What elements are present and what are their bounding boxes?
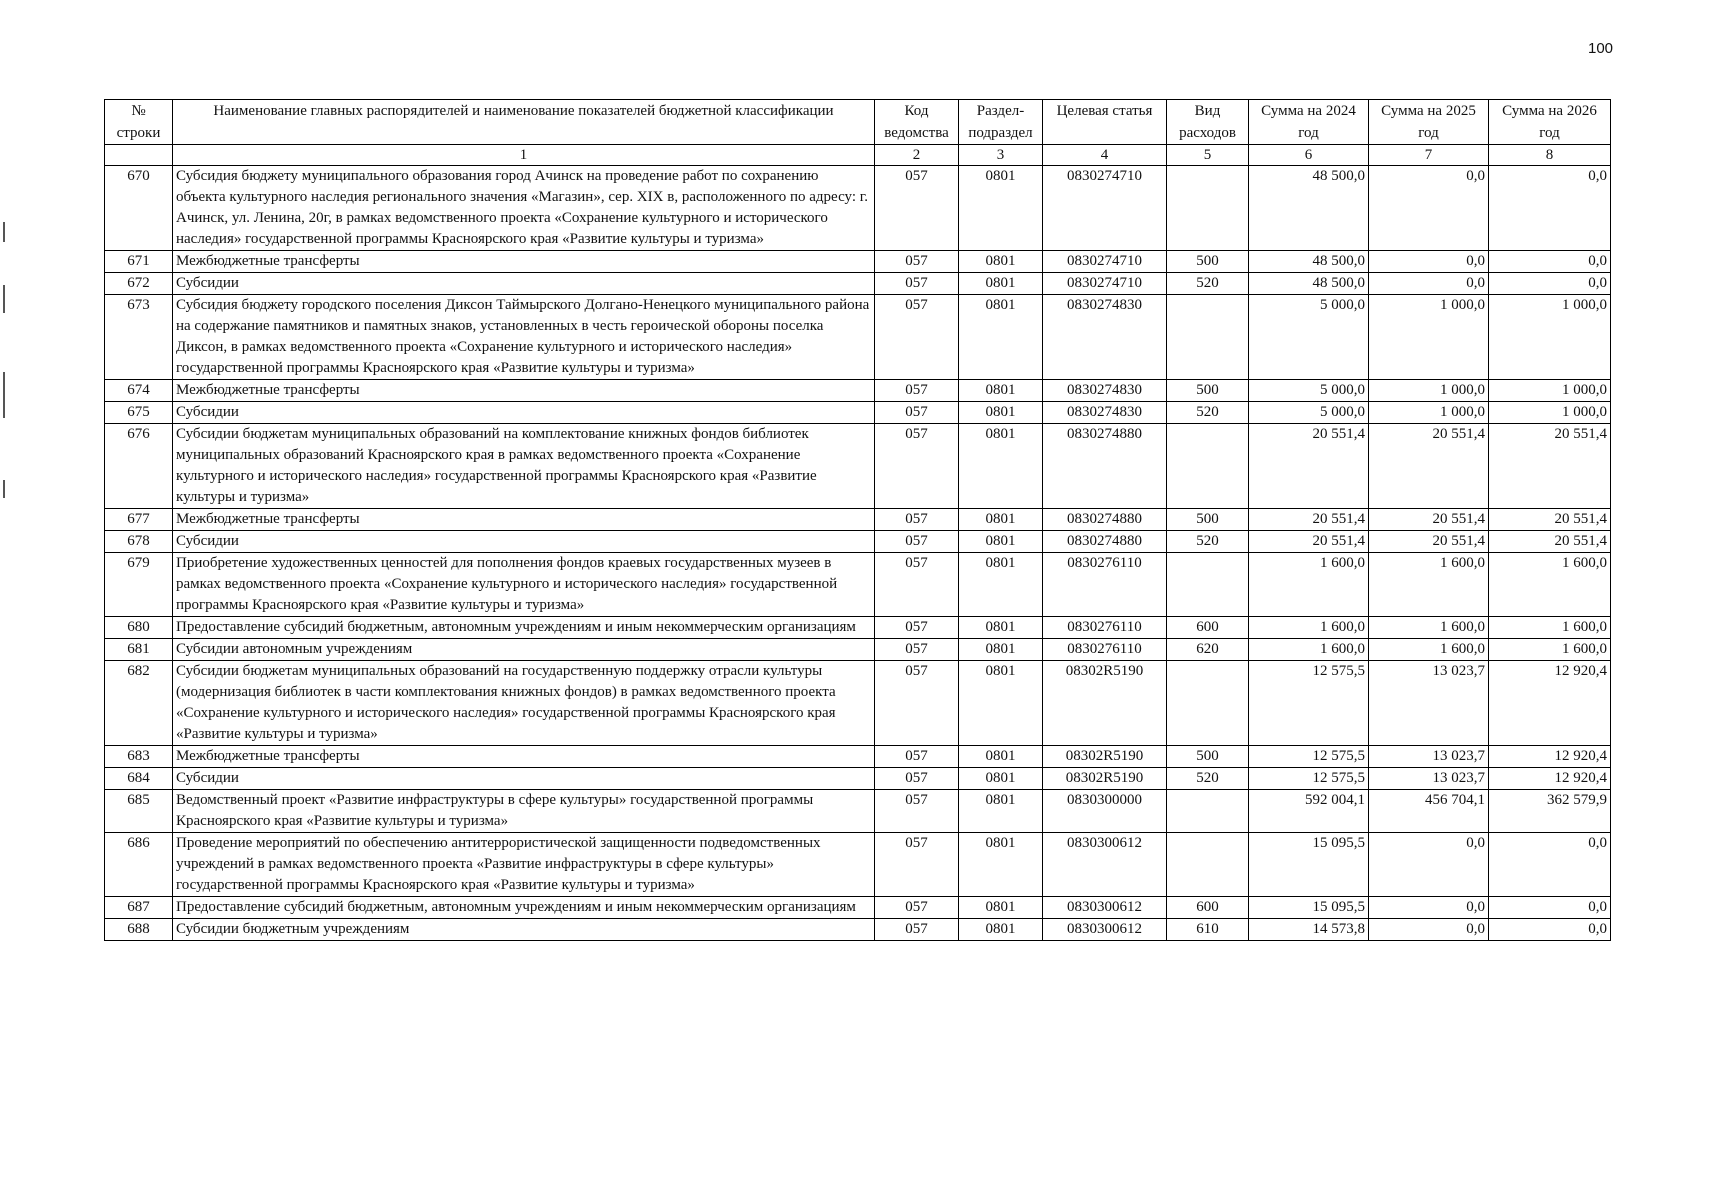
row-expense-type: 600 <box>1167 617 1249 639</box>
table-row <box>105 768 1611 790</box>
row-number: 685 <box>105 790 173 833</box>
row-sum-2025: 0,0 <box>1369 273 1489 295</box>
row-name: Межбюджетные трансферты <box>173 746 875 768</box>
row-target-article: 0830274880 <box>1043 424 1167 509</box>
row-sum-2024: 15 095,5 <box>1249 897 1369 919</box>
scan-margin-mark <box>3 480 5 498</box>
table-row <box>105 790 1611 833</box>
row-sum-2024: 48 500,0 <box>1249 273 1369 295</box>
row-sum-2024: 12 575,5 <box>1249 661 1369 746</box>
row-expense-type: 520 <box>1167 531 1249 553</box>
row-expense-type: 610 <box>1167 919 1249 941</box>
table-row <box>105 746 1611 768</box>
row-expense-type: 520 <box>1167 768 1249 790</box>
row-name: Субсидия бюджету городского поселения Диксон Таймырского Долгано-Ненецкого муниципального района на содержание памятников и памятных знаков, установленных в честь героической обороны поселка Диксон, в рамках ведомственного проекта «Сохранение культурного и исторического наследия» государственной программы Красноярского края «Развитие культуры и туризма» <box>173 295 875 380</box>
row-target-article: 0830274880 <box>1043 509 1167 531</box>
row-sum-2024: 1 600,0 <box>1249 617 1369 639</box>
row-target-article: 0830300612 <box>1043 897 1167 919</box>
row-sum-2024: 20 551,4 <box>1249 531 1369 553</box>
column-number: 1 <box>173 145 875 166</box>
row-sum-2025: 13 023,7 <box>1369 768 1489 790</box>
row-name: Межбюджетные трансферты <box>173 509 875 531</box>
row-sum-2025: 1 600,0 <box>1369 617 1489 639</box>
row-expense-type: 500 <box>1167 746 1249 768</box>
row-expense-type: 600 <box>1167 897 1249 919</box>
row-dept-code: 057 <box>875 273 959 295</box>
row-number: 672 <box>105 273 173 295</box>
row-sum-2024: 12 575,5 <box>1249 746 1369 768</box>
column-number: 5 <box>1167 145 1249 166</box>
scan-margin-mark <box>3 222 5 242</box>
row-section: 0801 <box>959 531 1043 553</box>
column-number: 4 <box>1043 145 1167 166</box>
row-target-article: 0830274710 <box>1043 273 1167 295</box>
row-name: Предоставление субсидий бюджетным, автономным учреждениям и иным некоммерческим организациям <box>173 617 875 639</box>
row-expense-type <box>1167 424 1249 509</box>
row-number: 670 <box>105 166 173 251</box>
table-row <box>105 251 1611 273</box>
row-name: Проведение мероприятий по обеспечению антитеррористической защищенности подведомственных учреждений в рамках ведомственного проекта «Развитие инфраструктуры в сфере культуры» государственной программы Красноярского края «Развитие культуры и туризма» <box>173 833 875 897</box>
row-section: 0801 <box>959 380 1043 402</box>
row-name: Приобретение художественных ценностей для пополнения фондов краевых государственных музеев в рамках ведомственного проекта «Сохранение культурного и исторического наследия» государственной программы Красноярского края «Развитие культуры и туризма» <box>173 553 875 617</box>
row-section: 0801 <box>959 553 1043 617</box>
column-number-row <box>105 145 1611 166</box>
row-target-article: 0830274880 <box>1043 531 1167 553</box>
row-name: Субсидии <box>173 273 875 295</box>
row-expense-type: 520 <box>1167 273 1249 295</box>
row-sum-2026: 1 000,0 <box>1489 295 1611 380</box>
table-row <box>105 424 1611 509</box>
row-expense-type: 500 <box>1167 380 1249 402</box>
row-expense-type <box>1167 833 1249 897</box>
row-number: 676 <box>105 424 173 509</box>
row-sum-2026: 362 579,9 <box>1489 790 1611 833</box>
row-sum-2026: 0,0 <box>1489 897 1611 919</box>
row-section: 0801 <box>959 166 1043 251</box>
table-row <box>105 661 1611 746</box>
header-sum-2026: Сумма на 2026 год <box>1489 100 1611 145</box>
row-dept-code: 057 <box>875 295 959 380</box>
row-sum-2025: 20 551,4 <box>1369 531 1489 553</box>
row-sum-2025: 0,0 <box>1369 833 1489 897</box>
row-target-article: 08302R5190 <box>1043 661 1167 746</box>
row-section: 0801 <box>959 897 1043 919</box>
row-dept-code: 057 <box>875 768 959 790</box>
row-expense-type <box>1167 553 1249 617</box>
row-number: 686 <box>105 833 173 897</box>
row-sum-2026: 12 920,4 <box>1489 768 1611 790</box>
row-target-article: 0830274710 <box>1043 166 1167 251</box>
row-target-article: 0830300612 <box>1043 919 1167 941</box>
row-number: 674 <box>105 380 173 402</box>
row-sum-2025: 1 000,0 <box>1369 402 1489 424</box>
row-name: Субсидии бюджетам муниципальных образований на комплектование книжных фондов библиотек муниципальных образований Красноярского края в рамках ведомственного проекта «Сохранение культурного и исторического наследия» государственной программы Красноярского края «Развитие культуры и туризма» <box>173 424 875 509</box>
row-target-article: 0830276110 <box>1043 553 1167 617</box>
row-target-article: 0830276110 <box>1043 639 1167 661</box>
row-expense-type <box>1167 166 1249 251</box>
row-target-article: 08302R5190 <box>1043 746 1167 768</box>
table-row <box>105 273 1611 295</box>
row-section: 0801 <box>959 509 1043 531</box>
row-dept-code: 057 <box>875 919 959 941</box>
table-row <box>105 897 1611 919</box>
table-row <box>105 402 1611 424</box>
row-name: Субсидия бюджету муниципального образования город Ачинск на проведение работ по сохранению объекта культурного наследия регионального значения «Магазин», сер. XIX в, расположенного по адресу: г. Ачинск, ул. Ленина, 20г, в рамках ведомственного проекта «Сохранение культурного и исторического наследия» государственной программы Красноярского края «Развитие культуры и туризма» <box>173 166 875 251</box>
row-expense-type <box>1167 790 1249 833</box>
row-name: Субсидии <box>173 768 875 790</box>
scan-margin-mark <box>3 372 5 418</box>
table-header-row <box>105 100 1611 145</box>
row-dept-code: 057 <box>875 509 959 531</box>
row-target-article: 0830300612 <box>1043 833 1167 897</box>
row-sum-2026: 20 551,4 <box>1489 424 1611 509</box>
header-target-article: Целевая статья <box>1043 100 1167 145</box>
row-number: 688 <box>105 919 173 941</box>
row-sum-2024: 5 000,0 <box>1249 380 1369 402</box>
row-number: 673 <box>105 295 173 380</box>
table-row <box>105 166 1611 251</box>
row-section: 0801 <box>959 919 1043 941</box>
row-section: 0801 <box>959 661 1043 746</box>
row-sum-2026: 1 600,0 <box>1489 617 1611 639</box>
row-sum-2026: 1 000,0 <box>1489 402 1611 424</box>
row-section: 0801 <box>959 273 1043 295</box>
row-number: 687 <box>105 897 173 919</box>
row-name: Межбюджетные трансферты <box>173 380 875 402</box>
row-expense-type: 500 <box>1167 509 1249 531</box>
row-target-article: 0830274710 <box>1043 251 1167 273</box>
header-row-number: № строки <box>105 100 173 145</box>
row-target-article: 0830274830 <box>1043 295 1167 380</box>
row-sum-2026: 0,0 <box>1489 166 1611 251</box>
table-row <box>105 639 1611 661</box>
row-number: 680 <box>105 617 173 639</box>
row-name: Межбюджетные трансферты <box>173 251 875 273</box>
row-name: Ведомственный проект «Развитие инфраструктуры в сфере культуры» государственной программы Красноярского края «Развитие культуры и туризма» <box>173 790 875 833</box>
row-sum-2025: 456 704,1 <box>1369 790 1489 833</box>
row-sum-2026: 0,0 <box>1489 919 1611 941</box>
row-sum-2026: 12 920,4 <box>1489 661 1611 746</box>
row-section: 0801 <box>959 402 1043 424</box>
row-section: 0801 <box>959 617 1043 639</box>
row-section: 0801 <box>959 833 1043 897</box>
row-sum-2026: 12 920,4 <box>1489 746 1611 768</box>
row-section: 0801 <box>959 639 1043 661</box>
header-name: Наименование главных распорядителей и наименование показателей бюджетной классификации <box>173 100 875 145</box>
row-sum-2024: 5 000,0 <box>1249 295 1369 380</box>
row-sum-2024: 20 551,4 <box>1249 424 1369 509</box>
row-expense-type <box>1167 295 1249 380</box>
row-sum-2026: 20 551,4 <box>1489 509 1611 531</box>
row-sum-2024: 48 500,0 <box>1249 251 1369 273</box>
row-name: Субсидии <box>173 531 875 553</box>
row-sum-2024: 15 095,5 <box>1249 833 1369 897</box>
row-dept-code: 057 <box>875 746 959 768</box>
row-dept-code: 057 <box>875 531 959 553</box>
row-expense-type: 520 <box>1167 402 1249 424</box>
budget-table <box>104 99 1611 941</box>
row-dept-code: 057 <box>875 639 959 661</box>
row-expense-type: 620 <box>1167 639 1249 661</box>
row-expense-type <box>1167 661 1249 746</box>
row-number: 678 <box>105 531 173 553</box>
row-section: 0801 <box>959 251 1043 273</box>
row-dept-code: 057 <box>875 661 959 746</box>
row-sum-2025: 13 023,7 <box>1369 661 1489 746</box>
row-section: 0801 <box>959 790 1043 833</box>
table-row <box>105 919 1611 941</box>
header-sum-2025: Сумма на 2025 год <box>1369 100 1489 145</box>
row-name: Субсидии <box>173 402 875 424</box>
row-target-article: 0830274830 <box>1043 402 1167 424</box>
row-sum-2024: 14 573,8 <box>1249 919 1369 941</box>
row-sum-2024: 12 575,5 <box>1249 768 1369 790</box>
row-number: 679 <box>105 553 173 617</box>
row-sum-2025: 1 600,0 <box>1369 639 1489 661</box>
row-sum-2024: 20 551,4 <box>1249 509 1369 531</box>
row-dept-code: 057 <box>875 617 959 639</box>
row-sum-2025: 0,0 <box>1369 166 1489 251</box>
scan-margin-mark <box>3 285 5 313</box>
row-dept-code: 057 <box>875 402 959 424</box>
row-name: Субсидии автономным учреждениям <box>173 639 875 661</box>
row-number: 684 <box>105 768 173 790</box>
row-sum-2024: 48 500,0 <box>1249 166 1369 251</box>
row-sum-2025: 20 551,4 <box>1369 509 1489 531</box>
row-dept-code: 057 <box>875 424 959 509</box>
row-dept-code: 057 <box>875 833 959 897</box>
row-dept-code: 057 <box>875 897 959 919</box>
row-number: 677 <box>105 509 173 531</box>
table-row <box>105 617 1611 639</box>
row-dept-code: 057 <box>875 380 959 402</box>
row-sum-2025: 0,0 <box>1369 919 1489 941</box>
row-sum-2026: 0,0 <box>1489 833 1611 897</box>
column-number: 2 <box>875 145 959 166</box>
row-sum-2026: 1 600,0 <box>1489 553 1611 617</box>
row-dept-code: 057 <box>875 251 959 273</box>
row-number: 681 <box>105 639 173 661</box>
row-sum-2026: 20 551,4 <box>1489 531 1611 553</box>
row-section: 0801 <box>959 295 1043 380</box>
row-target-article: 08302R5190 <box>1043 768 1167 790</box>
row-number: 682 <box>105 661 173 746</box>
row-sum-2025: 1 600,0 <box>1369 553 1489 617</box>
column-number: 6 <box>1249 145 1369 166</box>
row-name: Предоставление субсидий бюджетным, автономным учреждениям и иным некоммерческим организациям <box>173 897 875 919</box>
header-expense-type: Вид расходов <box>1167 100 1249 145</box>
page-number: 100 <box>1588 40 1614 57</box>
row-dept-code: 057 <box>875 166 959 251</box>
row-sum-2024: 5 000,0 <box>1249 402 1369 424</box>
row-number: 671 <box>105 251 173 273</box>
row-target-article: 0830276110 <box>1043 617 1167 639</box>
row-sum-2025: 1 000,0 <box>1369 295 1489 380</box>
row-target-article: 0830300000 <box>1043 790 1167 833</box>
row-sum-2026: 1 000,0 <box>1489 380 1611 402</box>
row-sum-2024: 1 600,0 <box>1249 639 1369 661</box>
row-name: Субсидии бюджетным учреждениям <box>173 919 875 941</box>
column-number: 8 <box>1489 145 1611 166</box>
table-row <box>105 833 1611 897</box>
row-number: 675 <box>105 402 173 424</box>
row-target-article: 0830274830 <box>1043 380 1167 402</box>
row-sum-2025: 0,0 <box>1369 897 1489 919</box>
row-sum-2026: 0,0 <box>1489 251 1611 273</box>
row-sum-2026: 0,0 <box>1489 273 1611 295</box>
header-dept-code: Код ведомства <box>875 100 959 145</box>
table-row <box>105 295 1611 380</box>
row-name: Субсидии бюджетам муниципальных образований на государственную поддержку отрасли культуры (модернизация библиотек в части комплектования книжных фондов) в рамках ведомственного проекта «Сохранение культурного и исторического наследия» государственной программы Красноярского края «Развитие культуры и туризма» <box>173 661 875 746</box>
column-number <box>105 145 173 166</box>
table-row <box>105 380 1611 402</box>
row-sum-2025: 20 551,4 <box>1369 424 1489 509</box>
row-sum-2024: 1 600,0 <box>1249 553 1369 617</box>
row-sum-2025: 0,0 <box>1369 251 1489 273</box>
header-section: Раздел-подраздел <box>959 100 1043 145</box>
row-sum-2025: 13 023,7 <box>1369 746 1489 768</box>
table-row <box>105 553 1611 617</box>
row-dept-code: 057 <box>875 553 959 617</box>
row-section: 0801 <box>959 768 1043 790</box>
row-expense-type: 500 <box>1167 251 1249 273</box>
table-row <box>105 531 1611 553</box>
header-sum-2024: Сумма на 2024 год <box>1249 100 1369 145</box>
row-sum-2024: 592 004,1 <box>1249 790 1369 833</box>
column-number: 3 <box>959 145 1043 166</box>
table-row <box>105 509 1611 531</box>
row-sum-2026: 1 600,0 <box>1489 639 1611 661</box>
row-section: 0801 <box>959 424 1043 509</box>
row-section: 0801 <box>959 746 1043 768</box>
row-number: 683 <box>105 746 173 768</box>
column-number: 7 <box>1369 145 1489 166</box>
row-sum-2025: 1 000,0 <box>1369 380 1489 402</box>
row-dept-code: 057 <box>875 790 959 833</box>
